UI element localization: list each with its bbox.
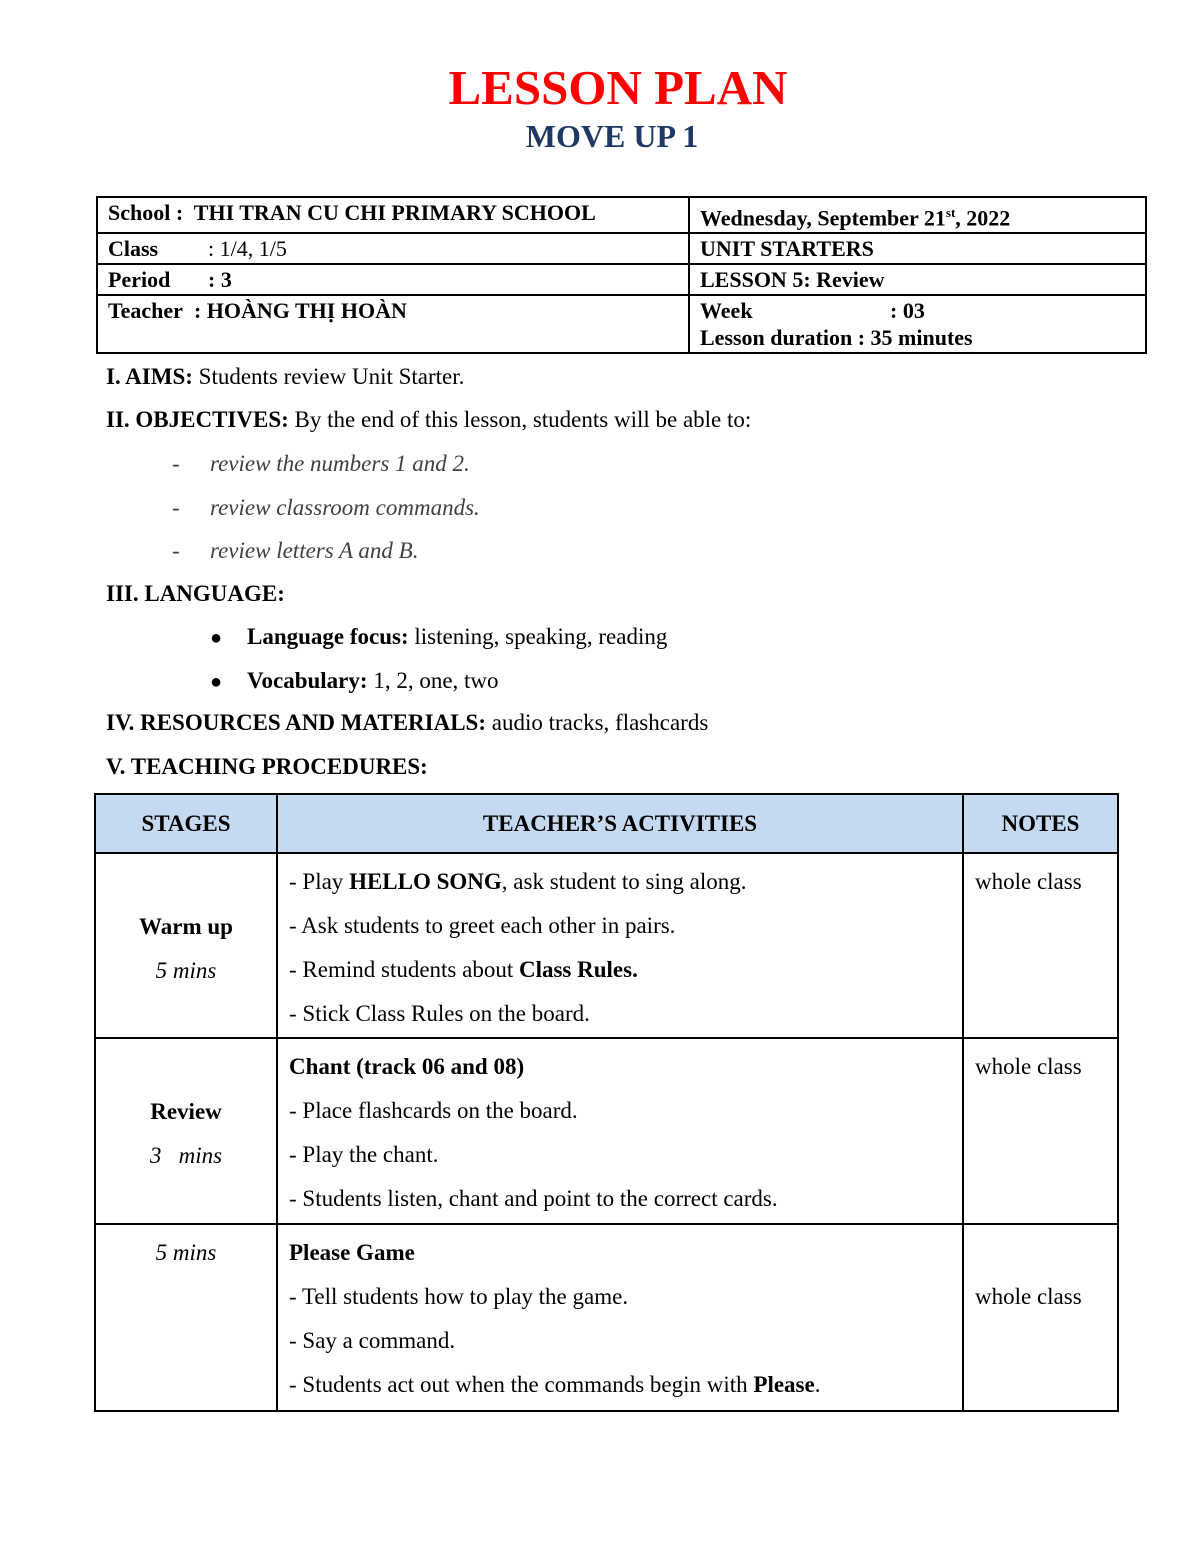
activity-line: - Ask students to greet each other in pairs. [289,913,676,938]
procedures-table [94,793,1119,1412]
class-label: Class [108,236,159,262]
activity-heading: Chant (track 06 and 08) [289,1054,525,1079]
note-text: whole class [975,1054,1082,1079]
resources-text: audio tracks, flashcards [491,710,709,735]
date-sup: st [945,205,956,220]
activities-cell [277,1038,963,1224]
resources-label: IV. RESOURCES AND MATERIALS: [106,710,487,735]
duration-label: Lesson duration [700,325,853,351]
duration-value: : 35 minutes [857,325,973,351]
table-header-row [95,794,1118,853]
stage-cell [95,1224,277,1411]
stage-cell [95,1038,277,1224]
class-cell [97,233,689,264]
date-cell [689,197,1146,233]
lesson-cell: LESSON 5: Review [689,264,1146,295]
stage-time: 5 mins [155,1240,217,1265]
stage-name: Warm up [139,914,233,939]
col-header-stages: STAGES [95,794,277,853]
week-cell [689,295,1146,353]
class-value: : 1/4, 1/5 [208,236,287,262]
aims-label: I. AIMS: [106,364,193,389]
date-main: Wednesday, September 21 [700,205,946,231]
note-text: whole class [975,869,1082,894]
activities-cell [277,1224,963,1411]
notes-cell [963,1038,1118,1224]
page-title: LESSON PLAN [448,60,788,115]
objectives-text: By the end of this lesson, students will be able to: [294,407,752,432]
activity-line: - Tell students how to play the game. [289,1284,629,1309]
date-year: , 2022 [955,205,1011,231]
activity-line: - Remind students about Class Rules. [289,957,638,982]
activity-line: - Play HELLO SONG, ask student to sing along. [289,869,747,894]
objective-item: - review the numbers 1 and 2. [172,451,470,476]
language-label: III. LANGUAGE: [106,581,285,606]
stage-time: 3 mins [149,1143,223,1168]
bullet-icon: ● [210,671,223,693]
col-header-notes: NOTES [963,794,1118,853]
table-row [95,1224,1118,1411]
aims-text: Students review Unit Starter. [198,364,465,389]
note-text: whole class [975,1284,1082,1309]
activity-heading: Please Game [289,1240,415,1265]
bullet-icon: ● [210,627,223,649]
activity-line: - Students listen, chant and point to the correct cards. [289,1186,778,1211]
table-row [95,1038,1118,1224]
activity-line: - Say a command. [289,1328,456,1353]
objective-item: - review letters A and B. [172,538,419,563]
period-label: Period [108,267,171,293]
resources-line [106,708,708,738]
school-label: School : [108,200,184,225]
activity-line: - Place flashcards on the board. [289,1098,578,1123]
info-table [96,196,1147,354]
activity-line: - Stick Class Rules on the board. [289,1001,590,1026]
language-line [106,579,285,609]
procedures-line [106,752,428,782]
aims-line [106,362,464,392]
language-focus-item: ● Language focus: listening, speaking, reading [210,622,667,653]
school-cell [97,197,689,233]
stage-cell [95,853,277,1038]
week-label: Week [700,298,753,324]
notes-cell [963,853,1118,1038]
activity-line: - Students act out when the commands begin with Please. [289,1372,821,1397]
stage-time: 5 mins [155,958,217,983]
activities-cell [277,853,963,1038]
table-row [95,853,1118,1038]
objectives-line [106,405,751,435]
teacher-cell [97,295,689,353]
teacher-value: : HOÀNG THỊ HOÀN [193,298,407,324]
objective-item: - review classroom commands. [172,495,480,520]
procedures-label: V. TEACHING PROCEDURES: [106,754,428,779]
col-header-activities: TEACHER’S ACTIVITIES [277,794,963,853]
teacher-label: Teacher [108,298,183,324]
vocabulary-item: ● Vocabulary: 1, 2, one, two [210,666,499,697]
week-value: : 03 [890,298,925,324]
activity-line: - Play the chant. [289,1142,439,1167]
period-cell [97,264,689,295]
unit-cell: UNIT STARTERS [689,233,1146,264]
period-value: : 3 [208,267,232,293]
notes-cell [963,1224,1118,1411]
page-subtitle: MOVE UP 1 [525,118,699,154]
stage-name: Review [150,1099,222,1124]
objectives-label: II. OBJECTIVES: [106,407,289,432]
school-value: THI TRAN CU CHI PRIMARY SCHOOL [193,200,596,225]
